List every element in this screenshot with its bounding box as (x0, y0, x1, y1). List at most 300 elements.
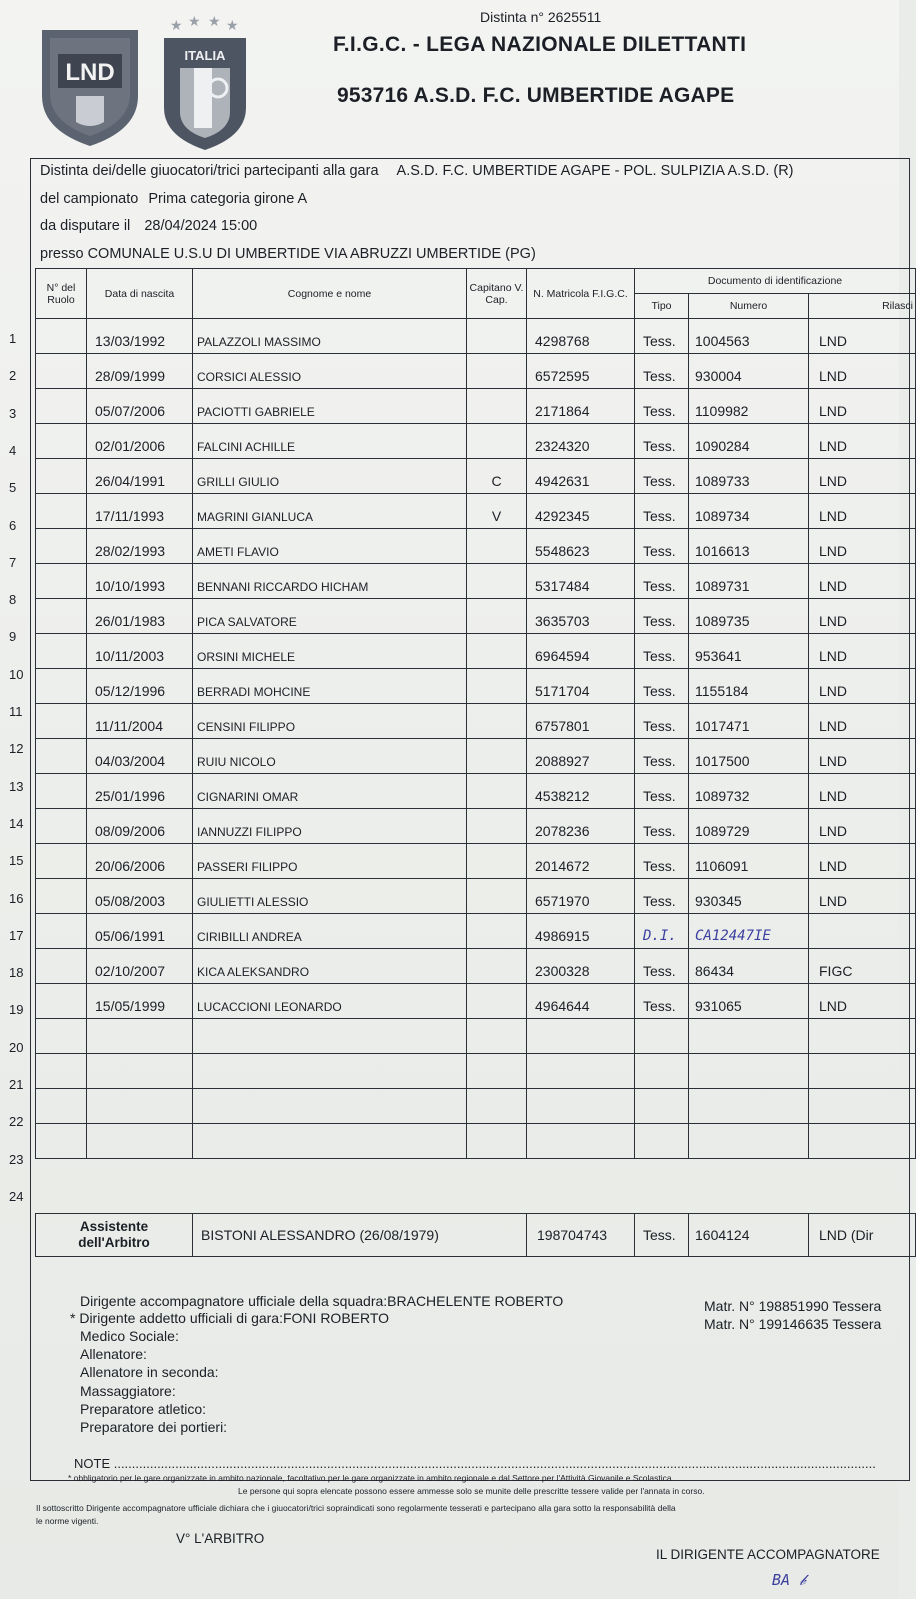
ruolo-cell (36, 1089, 87, 1124)
ruolo-cell (36, 494, 87, 529)
matricola-cell: 2171864 (527, 389, 635, 424)
doc-number-cell: 1090284 (689, 424, 809, 459)
matricola-cell: 2078236 (527, 809, 635, 844)
player-name-cell: LUCACCIONI LEONARDO (193, 984, 467, 1019)
player-name-cell: PASSERI FILIPPO (193, 844, 467, 879)
arbitro-signature-label: V° L'ARBITRO (176, 1531, 265, 1546)
player-name-cell: AMETI FLAVIO (193, 529, 467, 564)
ruolo-cell (36, 844, 87, 879)
matricola-cell: 2324320 (527, 424, 635, 459)
ruolo-cell (36, 1124, 87, 1159)
birthdate-cell: 02/01/2006 (87, 424, 193, 459)
col-nascita: Data di nascita (87, 269, 193, 319)
doc-type-cell: Tess. (635, 319, 689, 354)
row-number: 18 (9, 965, 24, 981)
matricola-cell: 5548623 (527, 529, 635, 564)
doc-number-cell: 1106091 (689, 844, 809, 879)
captain-cell (467, 739, 527, 774)
player-name-cell: CORSICI ALESSIO (193, 354, 467, 389)
campionato-label: del campionato (40, 191, 139, 207)
table-row (36, 424, 916, 459)
captain-cell (467, 984, 527, 1019)
table-row (36, 914, 916, 949)
doc-issuer-cell: LND (809, 319, 916, 354)
player-name-cell: BERRADI MOHCINE (193, 669, 467, 704)
lnd-logo (36, 26, 144, 148)
captain-cell (467, 634, 527, 669)
svg-text:LND: LND (65, 59, 115, 86)
player-name-cell: ORSINI MICHELE (193, 634, 467, 669)
table-row (36, 879, 916, 914)
row-number: 8 (9, 592, 17, 608)
player-name-cell (193, 1054, 467, 1089)
birthdate-cell: 08/09/2006 (87, 809, 193, 844)
doc-issuer-cell (809, 1054, 916, 1089)
row-number: 7 (9, 554, 17, 570)
ruolo-cell (36, 634, 87, 669)
birthdate-cell: 11/11/2004 (87, 704, 193, 739)
matricola-cell: 3635703 (527, 599, 635, 634)
table-row (36, 1089, 916, 1124)
birthdate-cell: 25/01/1996 (87, 774, 193, 809)
sottoscritto-note: Il sottoscritto Dirigente accompagnatore ufficiale dichiara che i giuocatori/trici sopraindicati sono regolarmente tesserati e partecipano alla gara sotto la responsabilità della (36, 1503, 676, 1513)
birthdate-cell: 10/10/1993 (87, 564, 193, 599)
ruolo-cell (36, 809, 87, 844)
birthdate-cell: 10/11/2003 (87, 634, 193, 669)
player-name-cell: PALAZZOLI MASSIMO (193, 319, 467, 354)
doc-number-cell: CA12447IE (689, 914, 809, 949)
doc-number-cell: 1089735 (689, 599, 809, 634)
table-row (36, 739, 916, 774)
allenatore-line: Allenatore: (80, 1346, 147, 1362)
ruolo-cell (36, 879, 87, 914)
matricola-cell: 2300328 (527, 949, 635, 984)
player-name-cell (193, 1089, 467, 1124)
row-number: 12 (9, 741, 24, 757)
col-capitano: Capitano V. Cap. (467, 269, 527, 319)
matricola-cell: 6571970 (527, 879, 635, 914)
row-number: 9 (9, 629, 17, 645)
matricola-cell: 5171704 (527, 669, 635, 704)
ruolo-cell (36, 774, 87, 809)
table-row (36, 809, 916, 844)
player-name-cell: BENNANI RICCARDO HICHAM (193, 564, 467, 599)
birthdate-cell: 05/08/2003 (87, 879, 193, 914)
doc-number-cell: 1155184 (689, 669, 809, 704)
doc-type-cell: D.I. (635, 914, 689, 949)
birthdate-cell (87, 1019, 193, 1054)
doc-number-cell: 1089729 (689, 809, 809, 844)
captain-cell (467, 809, 527, 844)
dirigente-label: Dirigente accompagnatore ufficiale della squadra: (80, 1293, 388, 1309)
row-number: 14 (9, 815, 24, 831)
captain-cell (467, 599, 527, 634)
captain-cell (467, 529, 527, 564)
doc-number-cell: 1109982 (689, 389, 809, 424)
dirigente-signature-label: IL DIRIGENTE ACCOMPAGNATORE (656, 1547, 880, 1562)
captain-cell (467, 564, 527, 599)
player-name-cell (193, 1019, 467, 1054)
doc-number-cell: 1089733 (689, 459, 809, 494)
dirigente-line (80, 1293, 563, 1309)
handwritten-signature: BA 𝒷 (772, 1571, 806, 1589)
doc-number-cell: 86434 (689, 949, 809, 984)
captain-cell (467, 354, 527, 389)
svg-text:ITALIA: ITALIA (184, 48, 226, 63)
matricola-cell: 2014672 (527, 844, 635, 879)
table-row (36, 844, 916, 879)
row-number: 15 (9, 853, 24, 869)
doc-issuer-cell: LND (809, 984, 916, 1019)
assistant-num: 1604124 (689, 1214, 809, 1257)
player-name-cell: PACIOTTI GABRIELE (193, 389, 467, 424)
campionato-value: Prima categoria girone A (148, 191, 308, 207)
ruolo-cell (36, 704, 87, 739)
ruolo-cell (36, 949, 87, 984)
ruolo-cell (36, 739, 87, 774)
allenatore-seconda-line: Allenatore in seconda: (80, 1364, 219, 1380)
doc-issuer-cell: LND (809, 389, 916, 424)
doc-number-cell (689, 1019, 809, 1054)
row-number: 20 (9, 1039, 24, 1055)
birthdate-cell: 15/05/1999 (87, 984, 193, 1019)
table-row (36, 634, 916, 669)
assistant-label (36, 1214, 193, 1257)
note-line: NOTE ................................................................................................................................................................................................................... (74, 1456, 876, 1471)
table-row (36, 1019, 916, 1054)
doc-number-cell: 1089732 (689, 774, 809, 809)
matricola-cell (527, 1019, 635, 1054)
doc-type-cell: Tess. (635, 844, 689, 879)
doc-number-cell: 1016613 (689, 529, 809, 564)
doc-issuer-cell (809, 1124, 916, 1159)
gara-line (40, 163, 794, 179)
table-row (36, 1054, 916, 1089)
ruolo-cell (36, 319, 87, 354)
gara-value: A.S.D. F.C. UMBERTIDE AGAPE - POL. SULPIZIA A.S.D. (R) (396, 163, 794, 179)
player-name-cell (193, 1124, 467, 1159)
table-row (36, 494, 916, 529)
portieri-line: Preparatore dei portieri: (80, 1419, 228, 1435)
captain-cell (467, 1054, 527, 1089)
doc-type-cell: Tess. (635, 949, 689, 984)
row-number: 24 (9, 1188, 24, 1204)
doc-number-cell: 931065 (689, 984, 809, 1019)
doc-type-cell: Tess. (635, 704, 689, 739)
matricola-cell: 6964594 (527, 634, 635, 669)
data-label: da disputare il (40, 218, 131, 234)
doc-type-cell (635, 1054, 689, 1089)
table-row (36, 669, 916, 704)
obbligatorio-note: * obbligatorio per le gare organizzate in ambito nazionale, facoltativo per le gare organizzate in ambito regionale e dal Settore per l'Attività Giovanile e Scolastica (68, 1473, 672, 1483)
massaggiatore-line: Massaggiatore: (80, 1383, 176, 1399)
doc-issuer-cell (809, 1019, 916, 1054)
doc-issuer-cell: LND (809, 669, 916, 704)
medico-line: Medico Sociale: (80, 1328, 179, 1344)
birthdate-cell: 04/03/2004 (87, 739, 193, 774)
row-number: 2 (9, 368, 17, 384)
doc-number-cell: 953641 (689, 634, 809, 669)
col-numero: Numero (689, 294, 809, 319)
captain-cell (467, 879, 527, 914)
doc-number-cell: 1089731 (689, 564, 809, 599)
matricola-cell (527, 1089, 635, 1124)
captain-cell (467, 669, 527, 704)
assistant-label-1: Assistente (79, 1219, 149, 1234)
doc-type-cell: Tess. (635, 669, 689, 704)
birthdate-cell: 17/11/1993 (87, 494, 193, 529)
birthdate-cell: 02/10/2007 (87, 949, 193, 984)
row-number: 22 (9, 1114, 24, 1130)
doc-type-cell: Tess. (635, 774, 689, 809)
player-name-cell: PICA SALVATORE (193, 599, 467, 634)
club-title: 953716 A.S.D. F.C. UMBERTIDE AGAPE (337, 84, 735, 107)
addetto-value: FONI ROBERTO (282, 1310, 390, 1326)
matricola-cell: 4538212 (527, 774, 635, 809)
col-matricola: N. Matricola F.I.G.C. (527, 269, 635, 319)
captain-cell (467, 774, 527, 809)
presso-value: COMUNALE U.S.U DI UMBERTIDE VIA ABRUZZI UMBERTIDE (PG) (87, 246, 536, 262)
doc-issuer-cell: LND (809, 739, 916, 774)
atletico-line: Preparatore atletico: (80, 1401, 207, 1417)
doc-issuer-cell (809, 914, 916, 949)
doc-issuer-cell: LND (809, 354, 916, 389)
birthdate-cell: 05/06/1991 (87, 914, 193, 949)
row-number: 16 (9, 890, 24, 906)
doc-type-cell: Tess. (635, 564, 689, 599)
doc-type-cell: Tess. (635, 599, 689, 634)
row-number: 23 (9, 1151, 24, 1167)
matricola-cell: 4942631 (527, 459, 635, 494)
row-number: 4 (9, 442, 17, 458)
doc-issuer-cell: LND (809, 879, 916, 914)
doc-issuer-cell: LND (809, 529, 916, 564)
table-row (36, 774, 916, 809)
matricola-cell: 6757801 (527, 704, 635, 739)
player-name-cell: IANNUZZI FILIPPO (193, 809, 467, 844)
assistant-name: BISTONI ALESSANDRO (26/08/1979) (193, 1214, 527, 1257)
doc-type-cell: Tess. (635, 494, 689, 529)
birthdate-cell: 26/01/1983 (87, 599, 193, 634)
gara-label: Distinta dei/delle giuocatori/trici partecipanti alla gara (40, 163, 379, 179)
persone-note: Le persone qui sopra elencate possono essere ammesse solo se munite delle prescritte tessere valide per l'annata in corso. (238, 1486, 705, 1496)
ruolo-cell (36, 529, 87, 564)
doc-issuer-cell: LND (809, 774, 916, 809)
doc-number-cell: 1017471 (689, 704, 809, 739)
doc-number-cell: 930345 (689, 879, 809, 914)
birthdate-cell: 05/12/1996 (87, 669, 193, 704)
birthdate-cell: 26/04/1991 (87, 459, 193, 494)
svg-text:★: ★ (226, 17, 239, 33)
captain-cell (467, 1089, 527, 1124)
doc-type-cell (635, 1124, 689, 1159)
doc-type-cell: Tess. (635, 424, 689, 459)
assistant-mat: 198704743 (527, 1214, 635, 1257)
assistant-label-2: dell'Arbitro (78, 1235, 150, 1250)
captain-cell: C (467, 459, 527, 494)
row-number: 21 (9, 1077, 24, 1092)
matricola-cell (527, 1124, 635, 1159)
player-rows (36, 319, 916, 1159)
matricola-cell: 4986915 (527, 914, 635, 949)
matricola-cell: 5317484 (527, 564, 635, 599)
doc-type-cell: Tess. (635, 809, 689, 844)
federation-title: F.I.G.C. - LEGA NAZIONALE DILETTANTI (333, 33, 747, 56)
dirigente-value: BRACHELENTE ROBERTO (387, 1293, 564, 1309)
birthdate-cell (87, 1124, 193, 1159)
captain-cell (467, 319, 527, 354)
data-value: 28/04/2024 15:00 (144, 218, 258, 234)
birthdate-cell: 20/06/2006 (87, 844, 193, 879)
player-name-cell: FALCINI ACHILLE (193, 424, 467, 459)
presso-line (40, 246, 536, 262)
table-row (36, 949, 916, 984)
col-tipo: Tipo (635, 294, 689, 319)
ruolo-cell (36, 564, 87, 599)
ruolo-cell (36, 389, 87, 424)
matricola-cell (527, 1054, 635, 1089)
addetto-line (70, 1310, 389, 1326)
doc-issuer-cell: LND (809, 599, 916, 634)
doc-issuer-cell: LND (809, 564, 916, 599)
table-row (36, 599, 916, 634)
player-name-cell: CIRIBILLI ANDREA (193, 914, 467, 949)
row-number: 3 (9, 405, 17, 421)
doc-issuer-cell: LND (809, 494, 916, 529)
doc-type-cell: Tess. (635, 739, 689, 774)
doc-number-cell: 1017500 (689, 739, 809, 774)
table-row (36, 459, 916, 494)
matr-1: Matr. N° 198851990 Tessera (704, 1298, 882, 1314)
matricola-cell: 4964644 (527, 984, 635, 1019)
row-number: 10 (9, 666, 24, 682)
table-row (36, 319, 916, 354)
matr-2: Matr. N° 199146635 Tessera (704, 1316, 882, 1332)
birthdate-cell: 13/03/1992 (87, 319, 193, 354)
matricola-cell: 2088927 (527, 739, 635, 774)
birthdate-cell: 05/07/2006 (87, 389, 193, 424)
row-number: 1 (9, 331, 17, 346)
doc-issuer-cell: LND (809, 704, 916, 739)
player-name-cell: CENSINI FILIPPO (193, 704, 467, 739)
row-number: 19 (9, 1002, 24, 1018)
table-row (36, 354, 916, 389)
addetto-label: * Dirigente addetto ufficiali di gara: (70, 1310, 283, 1326)
assistant-ril: LND (Dir (809, 1214, 916, 1257)
doc-issuer-cell: LND (809, 424, 916, 459)
ruolo-cell (36, 1019, 87, 1054)
row-number: 6 (9, 517, 17, 533)
doc-issuer-cell: LND (809, 459, 916, 494)
svg-text:★: ★ (208, 13, 221, 29)
campionato-line (40, 191, 307, 207)
captain-cell (467, 389, 527, 424)
row-number: 5 (9, 480, 17, 496)
row-number: 13 (9, 778, 24, 794)
doc-number-cell (689, 1089, 809, 1124)
row-number: 17 (9, 927, 24, 943)
captain-cell (467, 844, 527, 879)
col-documento: Documento di identificazione (635, 269, 916, 294)
italia-logo (160, 8, 250, 152)
doc-type-cell: Tess. (635, 879, 689, 914)
doc-type-cell: Tess. (635, 634, 689, 669)
doc-type-cell: Tess. (635, 354, 689, 389)
player-name-cell: MAGRINI GIANLUCA (193, 494, 467, 529)
matricola-cell: 4292345 (527, 494, 635, 529)
col-ruolo: N° del Ruolo (36, 269, 87, 319)
table-row (36, 529, 916, 564)
birthdate-cell (87, 1089, 193, 1124)
assistant-tipo: Tess. (635, 1214, 689, 1257)
doc-type-cell: Tess. (635, 529, 689, 564)
ruolo-cell (36, 1054, 87, 1089)
players-table (35, 268, 916, 1159)
captain-cell (467, 914, 527, 949)
svg-text:★: ★ (188, 13, 201, 29)
data-line (40, 218, 257, 234)
matricola-cell: 6572595 (527, 354, 635, 389)
doc-type-cell: Tess. (635, 389, 689, 424)
norme-note: le norme vigenti. (36, 1516, 99, 1526)
captain-cell (467, 1019, 527, 1054)
ruolo-cell (36, 984, 87, 1019)
doc-type-cell: Tess. (635, 984, 689, 1019)
doc-type-cell (635, 1089, 689, 1124)
doc-type-cell: Tess. (635, 459, 689, 494)
table-row (36, 564, 916, 599)
table-row (36, 704, 916, 739)
table-row (36, 1124, 916, 1159)
distinta-number: Distinta n° 2625511 (480, 9, 602, 25)
doc-issuer-cell: LND (809, 634, 916, 669)
player-name-cell: GIULIETTI ALESSIO (193, 879, 467, 914)
birthdate-cell: 28/09/1999 (87, 354, 193, 389)
player-name-cell: GRILLI GIULIO (193, 459, 467, 494)
table-row (36, 984, 916, 1019)
doc-issuer-cell (809, 1089, 916, 1124)
doc-number-cell: 1089734 (689, 494, 809, 529)
captain-cell (467, 1124, 527, 1159)
ruolo-cell (36, 599, 87, 634)
col-rilascio: Rilasci (809, 294, 916, 319)
birthdate-cell: 28/02/1993 (87, 529, 193, 564)
assistant-row (35, 1213, 916, 1257)
player-name-cell: RUIU NICOLO (193, 739, 467, 774)
ruolo-cell (36, 459, 87, 494)
doc-issuer-cell: FIGC (809, 949, 916, 984)
row-number: 11 (9, 704, 23, 719)
captain-cell (467, 704, 527, 739)
captain-cell (467, 949, 527, 984)
ruolo-cell (36, 914, 87, 949)
doc-issuer-cell: LND (809, 809, 916, 844)
col-nome: Cognome e nome (193, 269, 467, 319)
player-name-cell: KICA ALEKSANDRO (193, 949, 467, 984)
ruolo-cell (36, 354, 87, 389)
ruolo-cell (36, 669, 87, 704)
doc-number-cell: 1004563 (689, 319, 809, 354)
doc-number-cell: 930004 (689, 354, 809, 389)
doc-issuer-cell: LND (809, 844, 916, 879)
matricola-cell: 4298768 (527, 319, 635, 354)
doc-type-cell (635, 1019, 689, 1054)
doc-number-cell (689, 1124, 809, 1159)
captain-cell (467, 424, 527, 459)
doc-number-cell (689, 1054, 809, 1089)
birthdate-cell (87, 1054, 193, 1089)
captain-cell: V (467, 494, 527, 529)
